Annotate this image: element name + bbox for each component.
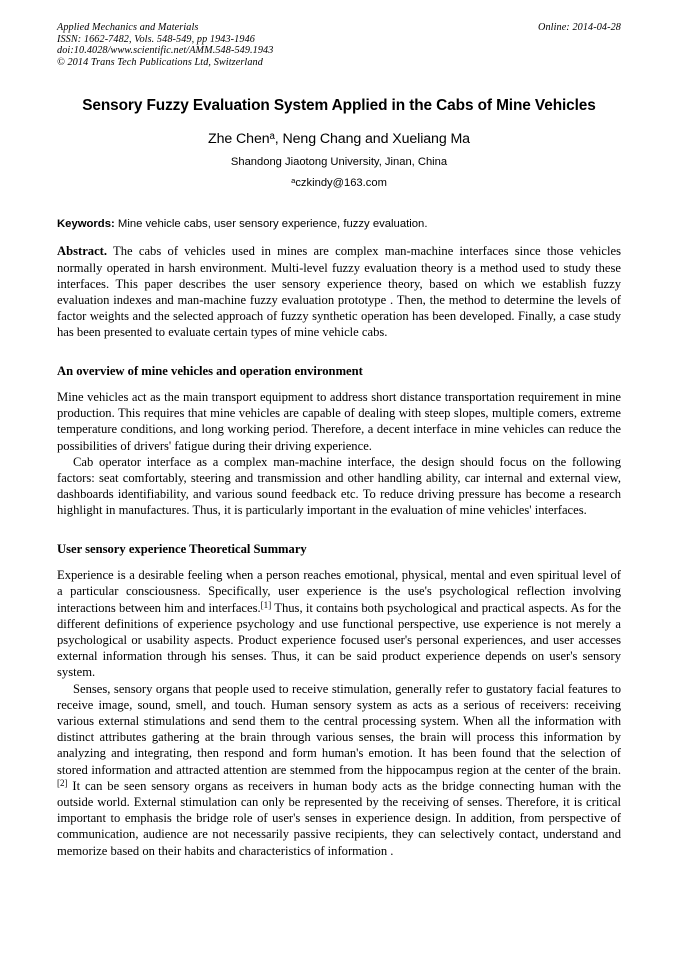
abstract-block [57,243,621,340]
journal-header [57,22,621,68]
section-theory-paragraph-2 [57,681,621,859]
citation-reference-1: [1] [260,599,272,610]
section-theory-paragraph-2-part2: It can be seen sensory organs as receivers in human body acts as the bridge connecting human with the outside world. External stimulation can only be represented by the receiving of senses. Therefore, it is critical important to emphasis the bridge role of user's senses in experience design. In addition, from perspective of communication, audience are not necessarily passive recipients, they can selectively contact, understand and memorize based on their habits and characteristics of information . [57,778,621,858]
journal-name: Applied Mechanics and Materials [57,22,199,33]
keywords-text: Mine vehicle cabs, user sensory experience, fuzzy evaluation. [117,218,428,231]
section-theory-paragraph-1-part2: Thus, it contains both psychological and practical aspects. As for the different definitions of experience psychology and use functional perspective, use experience is not merely a psychological or usability aspects. Product experience focused user's personal experiences, and user accesses external information through his senses. Thus, it can be said product experience depends on user's sensory system. [57,600,622,680]
section-theory-paragraph-2-part1: Senses, sensory organs that people used to receive stimulation, generally refer to gustatory facial features to receive image, sound, smell, and touch. Human sensory system as acts as a serious of receivers: receiving various external stimulations and send them to the central processing system. When all the information with distinct attributes gathering at the brain through various senses, the brain will process this information by analyzing and integrating, then respond and form human's emotion. It has been found that the selection of stored information and attracted attention are stemmed from the hippocampus region at the center of the brain. [57,681,621,777]
author-list [57,130,621,148]
page-title: Sensory Fuzzy Evaluation System Applied in the Cabs of Mine Vehicles [82,97,596,115]
section-overview-paragraph-1: Mine vehicles act as the main transport equipment to address short distance transportation requirement in mine production. This requires that mine vehicles are capable of dealing with steep slopes, multiple comers, extreme temperature conditions, and long working period. Therefore, a decent interface in mine vehicles can reduce the possibilities of drivers' fatigue during their driving experience. [57,390,621,453]
online-publication-date: Online: 2014-04-28 [537,22,621,33]
author-affiliation: Shandong Jiaotong University, Jinan, China [230,156,448,169]
author-names-primary: Zhe Chen [208,131,270,148]
section-heading-overview: An overview of mine vehicles and operation environment [57,363,363,378]
keywords-block [57,217,621,232]
journal-issn-line: ISSN: 1662-7482, Vols. 548-549, pp 1943-1946 [57,33,255,45]
section-theory-paragraph-1-part1: Experience is a desirable feeling when a person reaches emotional, physical, mental and even spiritual level of a particular consciousness. Specifically, user experience is the use's psychological reflection involving interactions between him and interfaces. [57,568,621,615]
citation-reference-2: [2] [57,777,68,788]
keywords-label: Keywords: [57,218,115,231]
email-affiliation-marker: a [291,176,296,186]
abstract-label: Abstract. [57,244,108,259]
section-heading-theoretical-summary: User sensory experience Theoretical Summary [57,541,307,556]
author-email-line [57,176,621,191]
journal-doi-line: doi:10.4028/www.scientific.net/AMM.548-549.1943 [57,45,274,57]
author-names-rest: , Neng Chang and Xueliang Ma [274,131,470,148]
author-email: czkindy@163.com [295,177,387,190]
abstract-text: The cabs of vehicles used in mines are complex man-machine interfaces since those vehicles normally operated in harsh environment. Multi-level fuzzy evaluation theory is a method used to study these interfaces. This paper describes the user sensory experience theory, based on which we establish fuzzy evaluation indexes and man-machine fuzzy evaluation prototype . Then, the method to determine the levels of factor weights and the selected approach of fuzzy synthetic operation has been developed. Finally, a case study has been presented to evaluate certain types of mine vehicle cabs. [57,244,621,340]
section-overview-paragraph-2: Cab operator interface as a complex man-machine interface, the design should focus on the following factors: seat comfortably, steering and transmission and other handling ability, car internal and external view, dashboards identifiability, and various sound feedback etc. To reduce driving pressure has become a research highlight in manufactures. Thus, it is particularly important in the evaluation of mine vehicles' interfaces. [57,454,621,518]
author-affiliation-marker: a [269,131,275,143]
section-theory-paragraph-1 [57,567,621,680]
journal-copyright-line: © 2014 Trans Tech Publications Ltd, Switzerland [57,56,263,68]
